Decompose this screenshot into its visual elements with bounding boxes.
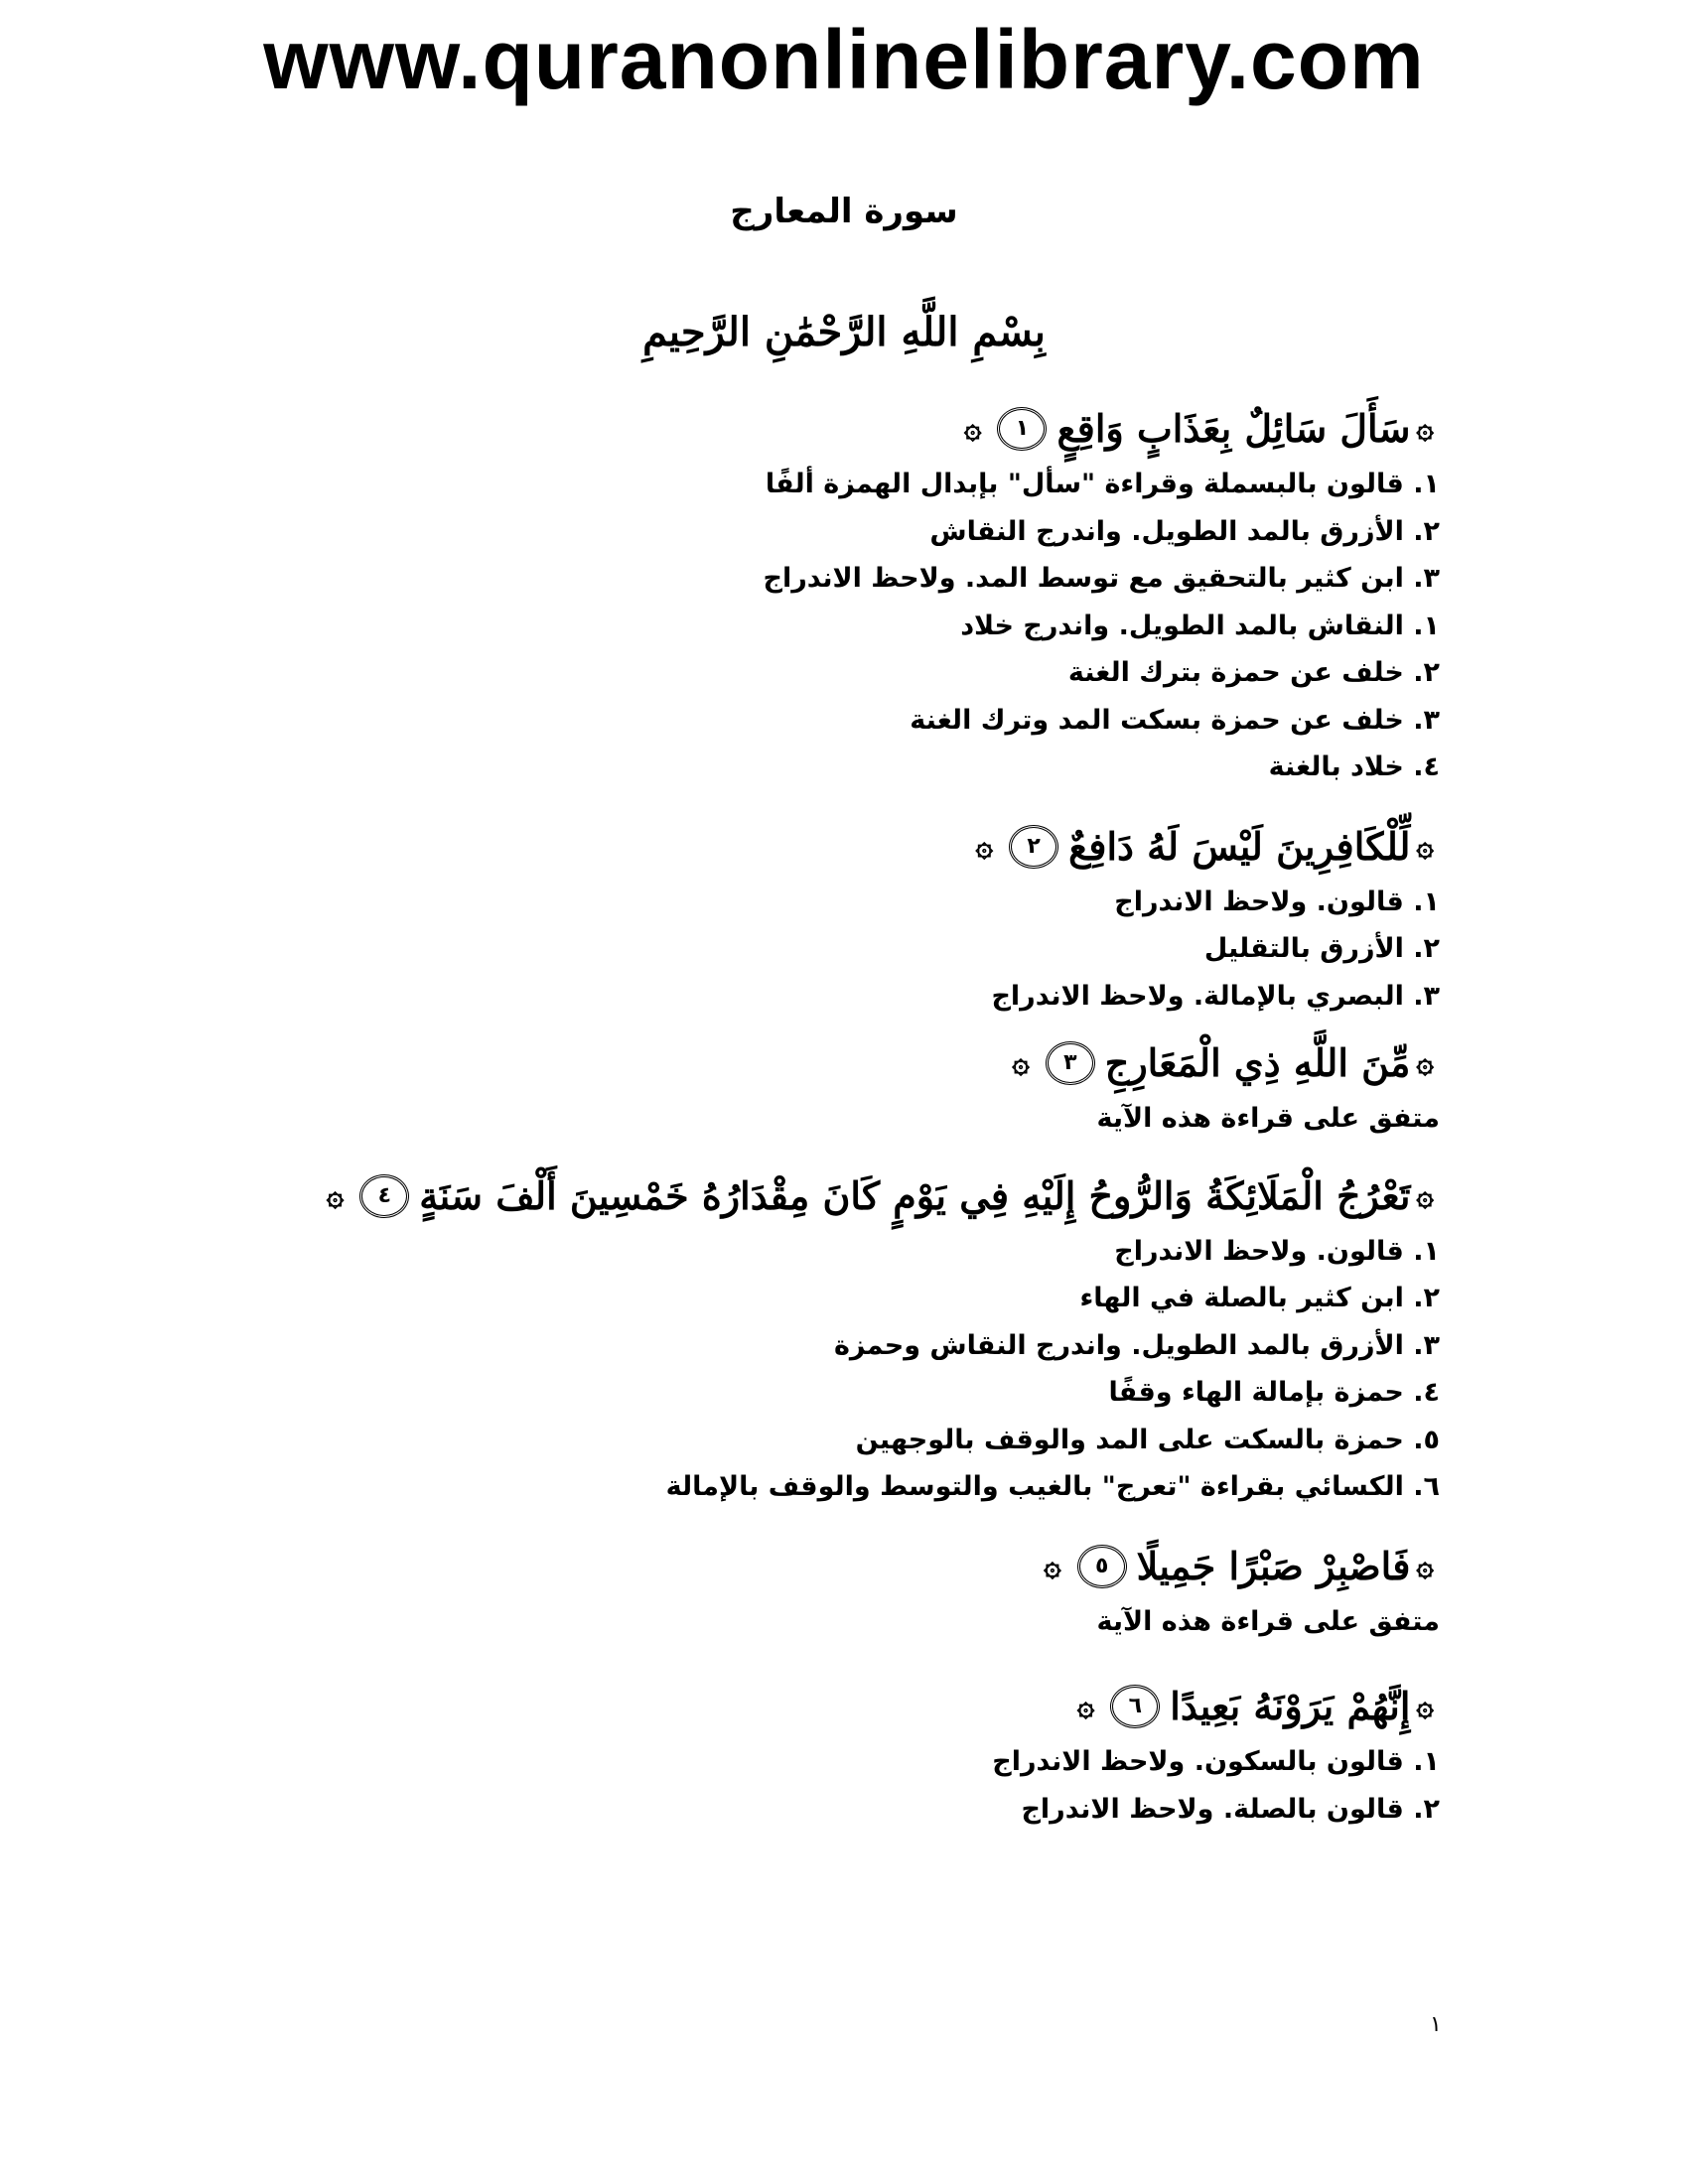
ornament-open-icon: ۞	[1416, 1045, 1434, 1080]
ornament-close-icon: ۞	[1044, 1548, 1061, 1583]
ornament-close-icon: ۞	[1076, 1689, 1095, 1723]
ornament-open-icon: ۞	[1416, 1177, 1434, 1213]
ayah-number-marker: ٦	[1110, 1685, 1160, 1728]
reading-item: ٣. البصري بالإمالة. ولاحظ الاندراج	[991, 980, 1440, 1012]
reading-item: ٤. خلاد بالغنة	[1268, 751, 1440, 782]
agreement-note: متفق على قراءة هذه الآية	[1096, 1605, 1440, 1637]
ornament-open-icon: ۞	[1416, 1689, 1434, 1723]
reading-item: ١. قالون. ولاحظ الاندراج	[1114, 886, 1440, 917]
reading-item: ١. النقاش بالمد الطويل. واندرج خلاد	[960, 610, 1440, 641]
ornament-close-icon: ۞	[326, 1177, 345, 1213]
ornament-close-icon: ۞	[975, 828, 994, 864]
reading-item: ٥. حمزة بالسكت على المد والوقف بالوجهين	[855, 1424, 1440, 1455]
reading-item: ٦. الكسائي بقراءة "تعرج" بالغيب والتوسط والوقف بالإمالة	[665, 1471, 1440, 1502]
basmala: بِسْمِ اللَّهِ الرَّحْمَٰنِ الرَّحِيمِ	[642, 309, 1046, 355]
site-url-header: www.quranonlinelibrary.com	[263, 13, 1425, 106]
reading-item: ١. قالون بالبسملة وقراءة "سأل" بإبدال الهمزة ألفًا	[765, 469, 1440, 499]
verse-block	[199, 1535, 1440, 1646]
ayah-number-marker: ١	[997, 407, 1047, 451]
verse-text: لِّلْكَافِرِينَ لَيْسَ لَهُ دَافِعٌ	[1068, 823, 1411, 869]
verse-block	[199, 1675, 1440, 1833]
verse-line	[199, 1535, 1440, 1598]
verses-content	[199, 397, 1440, 1833]
verse-text: إِنَّهُمْ يَرَوْنَهُ بَعِيدًا	[1170, 1684, 1411, 1728]
ornament-open-icon: ۞	[1416, 1548, 1434, 1583]
verse-text: سَأَلَ سَائِلٌ بِعَذَابٍ وَاقِعٍ	[1056, 406, 1411, 451]
verse-line	[199, 1031, 1440, 1095]
reading-item: ٢. خلف عن حمزة بترك الغنة	[1067, 657, 1440, 688]
ornament-close-icon: ۞	[1012, 1045, 1030, 1080]
reading-item: ٢. الأزرق بالمد الطويل. واندرج النقاش	[929, 515, 1440, 547]
reading-item: ٢. ابن كثير بالصلة في الهاء	[1079, 1283, 1440, 1313]
page-number: ١	[1430, 2012, 1442, 2037]
verse-block	[199, 1164, 1440, 1511]
verse-block	[199, 1031, 1440, 1143]
reading-item: ٣. خلف عن حمزة بسكت المد وترك الغنة	[910, 704, 1440, 736]
verse-line	[199, 397, 1440, 461]
verse-line	[199, 1164, 1440, 1228]
ayah-number-marker: ٥	[1077, 1545, 1127, 1588]
ornament-close-icon: ۞	[963, 411, 982, 446]
verse-block	[199, 815, 1440, 1021]
verse-text: مِّنَ اللَّهِ ذِي الْمَعَارِجِ	[1104, 1040, 1411, 1085]
verse-line	[199, 815, 1440, 879]
verse-text: فَاصْبِرْ صَبْرًا جَمِيلًا	[1136, 1543, 1411, 1588]
ayah-number-marker: ٤	[359, 1174, 409, 1218]
ornament-open-icon: ۞	[1416, 828, 1434, 864]
ornament-open-icon: ۞	[1416, 411, 1434, 446]
reading-item: ٤. حمزة بإمالة الهاء وقفًا	[1108, 1377, 1440, 1408]
verse-block	[199, 397, 1440, 791]
reading-item: ١. قالون بالسكون. ولاحظ الاندراج	[992, 1746, 1440, 1777]
reading-item: ٣. ابن كثير بالتحقيق مع توسط المد. ولاحظ الاندراج	[763, 563, 1440, 594]
ayah-number-marker: ٢	[1009, 825, 1058, 869]
verse-line	[199, 1675, 1440, 1738]
reading-item: ١. قالون. ولاحظ الاندراج	[1114, 1235, 1440, 1267]
reading-item: ٣. الأزرق بالمد الطويل. واندرج النقاش وحمزة	[833, 1329, 1440, 1361]
reading-item: ٢. قالون بالصلة. ولاحظ الاندراج	[1021, 1793, 1440, 1825]
agreement-note: متفق على قراءة هذه الآية	[1096, 1103, 1440, 1134]
ayah-number-marker: ٣	[1046, 1041, 1095, 1085]
reading-item: ٢. الأزرق بالتقليل	[1203, 933, 1440, 964]
surah-title: سورة المعارج	[730, 192, 958, 231]
verse-text: تَعْرُجُ الْمَلَائِكَةُ وَالرُّوحُ إِلَيْهِ فِي يَوْمٍ كَانَ مِقْدَارُهُ خَمْسِينَ أَلْفَ سَنَةٍ	[419, 1172, 1411, 1218]
